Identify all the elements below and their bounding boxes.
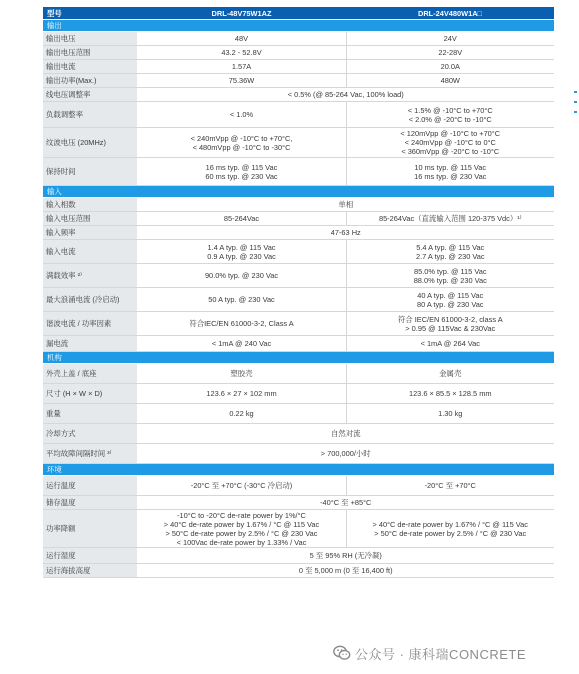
- table-row: [43, 364, 554, 384]
- spec-value-a: 16 ms typ. @ 115 Vac 60 ms typ. @ 230 Vac: [137, 158, 346, 186]
- watermark: [333, 644, 526, 662]
- spec-value-a: 85-264Vac: [137, 212, 346, 226]
- spec-value-b: -20°C 至 +70°C: [346, 476, 554, 496]
- spec-value-a: 43.2 - 52.8V: [137, 46, 346, 60]
- spec-value-shared: < 0.5% (@ 85-264 Vac, 100% load): [137, 88, 554, 102]
- section-header: [43, 464, 554, 476]
- table-row: [43, 158, 554, 186]
- spec-value-b: > 40°C de-rate power by 1.67% / °C @ 115 Vac > 50°C de-rate power by 2.5% / °C @ 230 Vac: [346, 510, 554, 548]
- spec-value-b: 24V: [346, 32, 554, 46]
- spec-value-shared: > 700,000/小时: [137, 444, 554, 464]
- table-row: [43, 198, 554, 212]
- spec-value-a: 1.57A: [137, 60, 346, 74]
- spec-value-a: 0.22 kg: [137, 404, 346, 424]
- spec-label: 最大浪涌电流 (冷启动): [43, 288, 137, 312]
- table-row: [43, 496, 554, 510]
- table-row: [43, 424, 554, 444]
- spec-label: 平均故障间隔时间 ³⁾: [43, 444, 137, 464]
- spec-value-b: < 120mVpp @ -10°C to +70°C < 240mVpp @ -10°C to 0°C < 360mVpp @ -20°C to -10°C: [346, 128, 554, 158]
- section-header: [43, 20, 554, 32]
- spec-label: 运行湿度: [43, 548, 137, 564]
- spec-value-shared: 5 至 95% RH (无冷凝): [137, 548, 554, 564]
- spec-label: 负载调整率: [43, 102, 137, 128]
- table-row: [43, 264, 554, 288]
- spec-value-shared: 0 至 5,000 m (0 至 16,400 ft): [137, 564, 554, 578]
- spec-value-a: 48V: [137, 32, 346, 46]
- spec-label: 储存温度: [43, 496, 137, 510]
- spec-value-b: 1.30 kg: [346, 404, 554, 424]
- table-row: [43, 212, 554, 226]
- table-row: [43, 74, 554, 88]
- spec-value-a: 50 A typ. @ 230 Vac: [137, 288, 346, 312]
- table-row: [43, 226, 554, 240]
- spec-label: 输出电流: [43, 60, 137, 74]
- spec-table: [43, 7, 554, 578]
- edge-decoration: [574, 91, 579, 121]
- wechat-icon: [333, 645, 351, 661]
- table-row: [43, 312, 554, 336]
- spec-label: 输出功率(Max.): [43, 74, 137, 88]
- watermark-text: 公众号 · 康科瑞CONCRETE: [355, 646, 527, 662]
- spec-label: 输入电压范围: [43, 212, 137, 226]
- table-row: [43, 88, 554, 102]
- spec-value-b: 符合 IEC/EN 61000-3-2, class A > 0.95 @ 115Vac & 230Vac: [346, 312, 554, 336]
- spec-label: 输出电压范围: [43, 46, 137, 60]
- header-model-b: DRL-24V480W1A□: [346, 7, 554, 20]
- table-row: [43, 128, 554, 158]
- spec-label: 谐波电流 / 功率因素: [43, 312, 137, 336]
- table-row: [43, 510, 554, 548]
- section-title: 环境: [43, 464, 554, 476]
- table-row: [43, 404, 554, 424]
- section-title: 输入: [43, 186, 554, 198]
- header-model-label: 型号: [43, 7, 137, 20]
- spec-label: 保持时间: [43, 158, 137, 186]
- spec-label: 满载效率 ²⁾: [43, 264, 137, 288]
- spec-label: 运行温度: [43, 476, 137, 496]
- spec-value-b: 85-264Vac（直流输入范围 120-375 Vdc）¹⁾: [346, 212, 554, 226]
- table-row: [43, 444, 554, 464]
- table-row: [43, 336, 554, 352]
- spec-label: 尺寸 (H × W × D): [43, 384, 137, 404]
- spec-value-a: 塑胶壳: [137, 364, 346, 384]
- spec-label: 输入频率: [43, 226, 137, 240]
- table-row: [43, 32, 554, 46]
- spec-value-b: 金属壳: [346, 364, 554, 384]
- spec-label: 输入相数: [43, 198, 137, 212]
- table-row: [43, 564, 554, 578]
- spec-label: 重量: [43, 404, 137, 424]
- section-title: 机构: [43, 352, 554, 364]
- section-header: [43, 186, 554, 198]
- spec-label: 外壳上盖 / 底座: [43, 364, 137, 384]
- spec-value-a: -10°C to -20°C de-rate power by 1%/°C > 40°C de-rate power by 1.67% / °C @ 115 Vac > 50°C de-rate power by 2.5% / °C @ 230 Vac < 100Vac de-rate power by 1.33% / Vac: [137, 510, 346, 548]
- spec-value-a: 1.4 A typ. @ 115 Vac 0.9 A typ. @ 230 Vac: [137, 240, 346, 264]
- spec-label: 运行海拔高度: [43, 564, 137, 578]
- spec-label: 输出电压: [43, 32, 137, 46]
- spec-value-a: -20°C 至 +70°C (-30°C 冷启动): [137, 476, 346, 496]
- header-row: [43, 7, 554, 20]
- spec-value-b: < 1mA @ 264 Vac: [346, 336, 554, 352]
- spec-value-a: < 240mVpp @ -10°C to +70°C, < 480mVpp @ -10°C to -30°C: [137, 128, 346, 158]
- spec-value-a: 75.36W: [137, 74, 346, 88]
- spec-value-a: < 1.0%: [137, 102, 346, 128]
- spec-value-a: < 1mA @ 240 Vac: [137, 336, 346, 352]
- spec-value-b: 480W: [346, 74, 554, 88]
- spec-value-b: 22-28V: [346, 46, 554, 60]
- spec-label: 冷却方式: [43, 424, 137, 444]
- spec-value-a: 符合IEC/EN 61000-3-2, Class A: [137, 312, 346, 336]
- spec-label: 功率降额: [43, 510, 137, 548]
- spec-value-shared: -40°C 至 +85°C: [137, 496, 554, 510]
- spec-value-a: 90.0% typ. @ 230 Vac: [137, 264, 346, 288]
- table-row: [43, 240, 554, 264]
- spec-value-a: 123.6 × 27 × 102 mm: [137, 384, 346, 404]
- spec-value-b: 40 A typ. @ 115 Vac 80 A typ. @ 230 Vac: [346, 288, 554, 312]
- spec-value-shared: 47-63 Hz: [137, 226, 554, 240]
- section-title: 输出: [43, 20, 554, 32]
- spec-value-b: 5.4 A typ. @ 115 Vac 2.7 A typ. @ 230 Vac: [346, 240, 554, 264]
- table-row: [43, 46, 554, 60]
- table-row: [43, 476, 554, 496]
- spec-value-shared: 单相: [137, 198, 554, 212]
- spec-label: 漏电流: [43, 336, 137, 352]
- spec-value-b: 20.0A: [346, 60, 554, 74]
- table-row: [43, 548, 554, 564]
- table-row: [43, 384, 554, 404]
- spec-value-b: 85.0% typ. @ 115 Vac 88.0% typ. @ 230 Vac: [346, 264, 554, 288]
- section-header: [43, 352, 554, 364]
- spec-label: 线电压调整率: [43, 88, 137, 102]
- table-row: [43, 102, 554, 128]
- spec-value-b: 123.6 × 85.5 × 128.5 mm: [346, 384, 554, 404]
- spec-value-b: 10 ms typ. @ 115 Vac 16 ms typ. @ 230 Vac: [346, 158, 554, 186]
- spec-label: 纹波电压 (20MHz): [43, 128, 137, 158]
- spec-value-shared: 自然对流: [137, 424, 554, 444]
- table-row: [43, 288, 554, 312]
- table-row: [43, 60, 554, 74]
- spec-label: 输入电流: [43, 240, 137, 264]
- spec-value-b: < 1.5% @ -10°C to +70°C < 2.0% @ -20°C to -10°C: [346, 102, 554, 128]
- header-model-a: DRL-48V75W1AZ: [137, 7, 346, 20]
